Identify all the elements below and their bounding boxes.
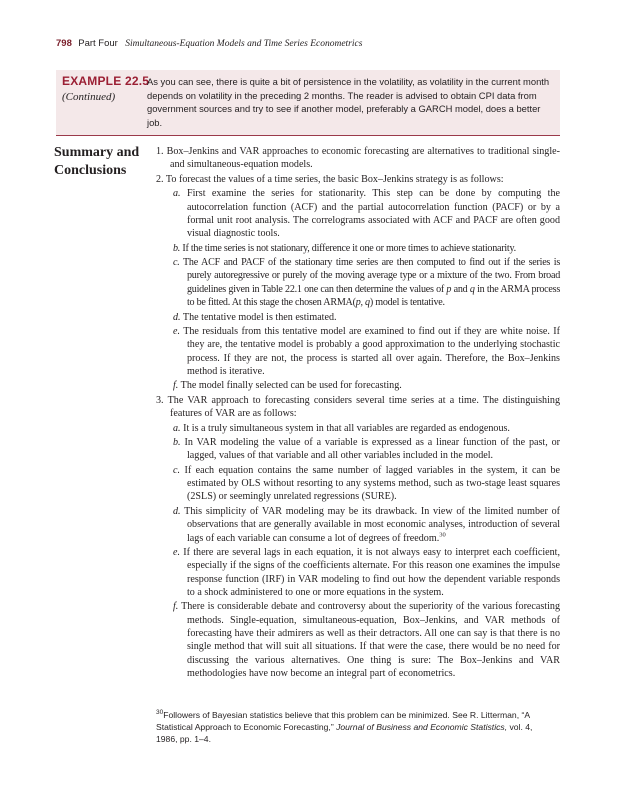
sub-item bbox=[156, 379, 560, 392]
sub-item bbox=[156, 242, 560, 255]
sub-label: a. bbox=[173, 422, 181, 434]
sub-item bbox=[156, 187, 560, 240]
sub-text: The tentative model is then estimated. bbox=[182, 311, 337, 323]
item-number: 3. bbox=[156, 394, 164, 406]
running-title: Simultaneous-Equation Models and Time Series Econometrics bbox=[125, 39, 363, 49]
footnote-ref: 30 bbox=[439, 531, 446, 539]
sub-item bbox=[156, 422, 560, 435]
item-number: 1. bbox=[156, 146, 164, 157]
example-box bbox=[56, 70, 560, 136]
item-text: To forecast the values of a time series, the basic Box–Jenkins strategy is as follows: bbox=[165, 173, 504, 185]
sub-item bbox=[156, 436, 560, 463]
sub-item bbox=[156, 505, 560, 545]
sub-text: The ACF and PACF of the stationary time series are then computed to find out if the series is purely autoregressive or purely of the moving average type or a mixture of the two. From broad guidelines given in Table 22.1 one can then determine the values of bbox=[183, 257, 560, 295]
part-label: Part Four bbox=[78, 38, 118, 49]
page-number: 798 bbox=[56, 38, 72, 49]
sub-text: First examine the series for stationarity. This step can be done by computing the autocorrelation function (ACF) and the partial autocorrelation function (PACF) or by a formal unit root analysis. The correlograms associated with ACF and PACF are often good visual diagnostic tools. bbox=[186, 188, 560, 240]
sub-text: It is a truly simultaneous system in that all variables are regarded as endogenous. bbox=[183, 422, 510, 434]
section-title bbox=[54, 144, 139, 180]
sub-text: There is considerable debate and controversy about the superiority of the various forecasting methods. Single-equation, simultaneous-equation, Box–Jenkins, and VAR methods of forecasting have their admirers as well as their detractors. All one can say is that there is no single method that will suit all situations. If that were the case, there would be no need for discussing the various alternatives. One thing is sure: The Box–Jenkins and VAR methodologies have now become an integral part of econometrics. bbox=[181, 601, 560, 679]
footnote bbox=[156, 709, 556, 745]
sub-text: In VAR modeling the value of a variable is expressed as a linear function of the past, or lagged, values of that variable and all other variables included in the model. bbox=[184, 437, 561, 462]
sub-text: If each equation contains the same number of lagged variables in the system, it can be estimated by OLS without resorting to any systems method, such as two-stage least squares (2SLS) or seemingly unrelated regressions (SURE). bbox=[184, 464, 560, 503]
list-item bbox=[156, 173, 560, 186]
sub-label: a. bbox=[173, 188, 181, 200]
list-item bbox=[156, 394, 560, 421]
section-title-line2: Conclusions bbox=[54, 163, 127, 178]
item-text: The VAR approach to forecasting considers several time series at a time. The distinguishing features of VAR are as follows: bbox=[167, 394, 561, 420]
sub-label: d. bbox=[173, 311, 181, 323]
sub-text: The model finally selected can be used for forecasting. bbox=[180, 380, 402, 392]
sub-text: The residuals from this tentative model are examined to find out if they are white noise. If they are, the tentative model is probably a good approximation to the underlying stochastic process. If they are not, the process is started all over again. Therefore, the Box–Jenkins method is iterative. bbox=[183, 325, 560, 377]
sub-label: b. bbox=[173, 437, 181, 449]
sub-text: This simplicity of VAR modeling may be its drawback. In view of the limited number of observations that are generally available in most economic analyses, introduction of several lags of each variable can consume a lot of degrees of freedom. bbox=[184, 505, 560, 544]
sub-label: e. bbox=[173, 547, 181, 559]
sub-text: If the time series is not stationary, difference it one or more times to achieve stationarity. bbox=[182, 242, 516, 254]
sub-item: c. The ACF and PACF of the stationary time series are then computed to find out if the series is purely autoregressive or purely of the moving average type or a mixture of the two. From broad guidelines given in Table 22.1 one can then determine the values of p and q in the ARMA process to be fitted. At this stage the chosen ARMA(p, q) model is tentative. bbox=[173, 257, 560, 309]
sub-label: f. bbox=[173, 601, 179, 613]
section-title-line1: Summary and bbox=[54, 145, 140, 160]
example-label: EXAMPLE 22.5 bbox=[62, 74, 150, 88]
sub-text: If there are several lags in each equation, it is not always easy to interpret each coefficient, especially if the signs of the coefficients alternate. For this reason one examines the impulse response function (IRF) in VAR modeling to find out how the dependent variable responds to a shock administered to one or more equations in the system. bbox=[183, 547, 560, 598]
summary-content bbox=[156, 145, 560, 681]
sub-label: b. bbox=[173, 242, 181, 254]
footnote-text-end: vol. 4, 1986, pp. 1–4. bbox=[156, 722, 533, 744]
footnote-text: Followers of Bayesian statistics believe that this problem can be minimized. See R. Litterman, “A Statistical Approach to Economic Forecasting,” bbox=[156, 710, 530, 732]
example-continued: (Continued) bbox=[62, 91, 116, 103]
list-item bbox=[156, 145, 560, 172]
sub-item bbox=[156, 464, 560, 504]
item-number: 2. bbox=[156, 173, 164, 185]
sub-label: d. bbox=[173, 505, 181, 517]
sub-label: c. bbox=[173, 257, 180, 269]
example-text: As you can see, there is quite a bit of persistence in the volatility, as volatility in the current month depends on volatility in the preceding 2 months. The reader is advised to obtain CPI data from government sources and try to see if another model, preferably a GARCH model, does a better job. bbox=[147, 76, 550, 128]
footnote-number: 30 bbox=[156, 709, 164, 717]
sub-label: f. bbox=[173, 380, 179, 392]
item-text: Box–Jenkins and VAR approaches to economic forecasting are alternatives to traditional single- and simultaneous-equation models. bbox=[166, 146, 560, 171]
sub-item bbox=[156, 546, 560, 599]
sub-item bbox=[156, 600, 560, 680]
running-header bbox=[56, 38, 362, 49]
sub-item bbox=[156, 311, 560, 324]
sub-label: e. bbox=[173, 325, 181, 337]
footnote-journal: Journal of Business and Economic Statistics, bbox=[336, 722, 508, 732]
sub-label: c. bbox=[173, 464, 181, 476]
sub-item bbox=[156, 325, 560, 378]
